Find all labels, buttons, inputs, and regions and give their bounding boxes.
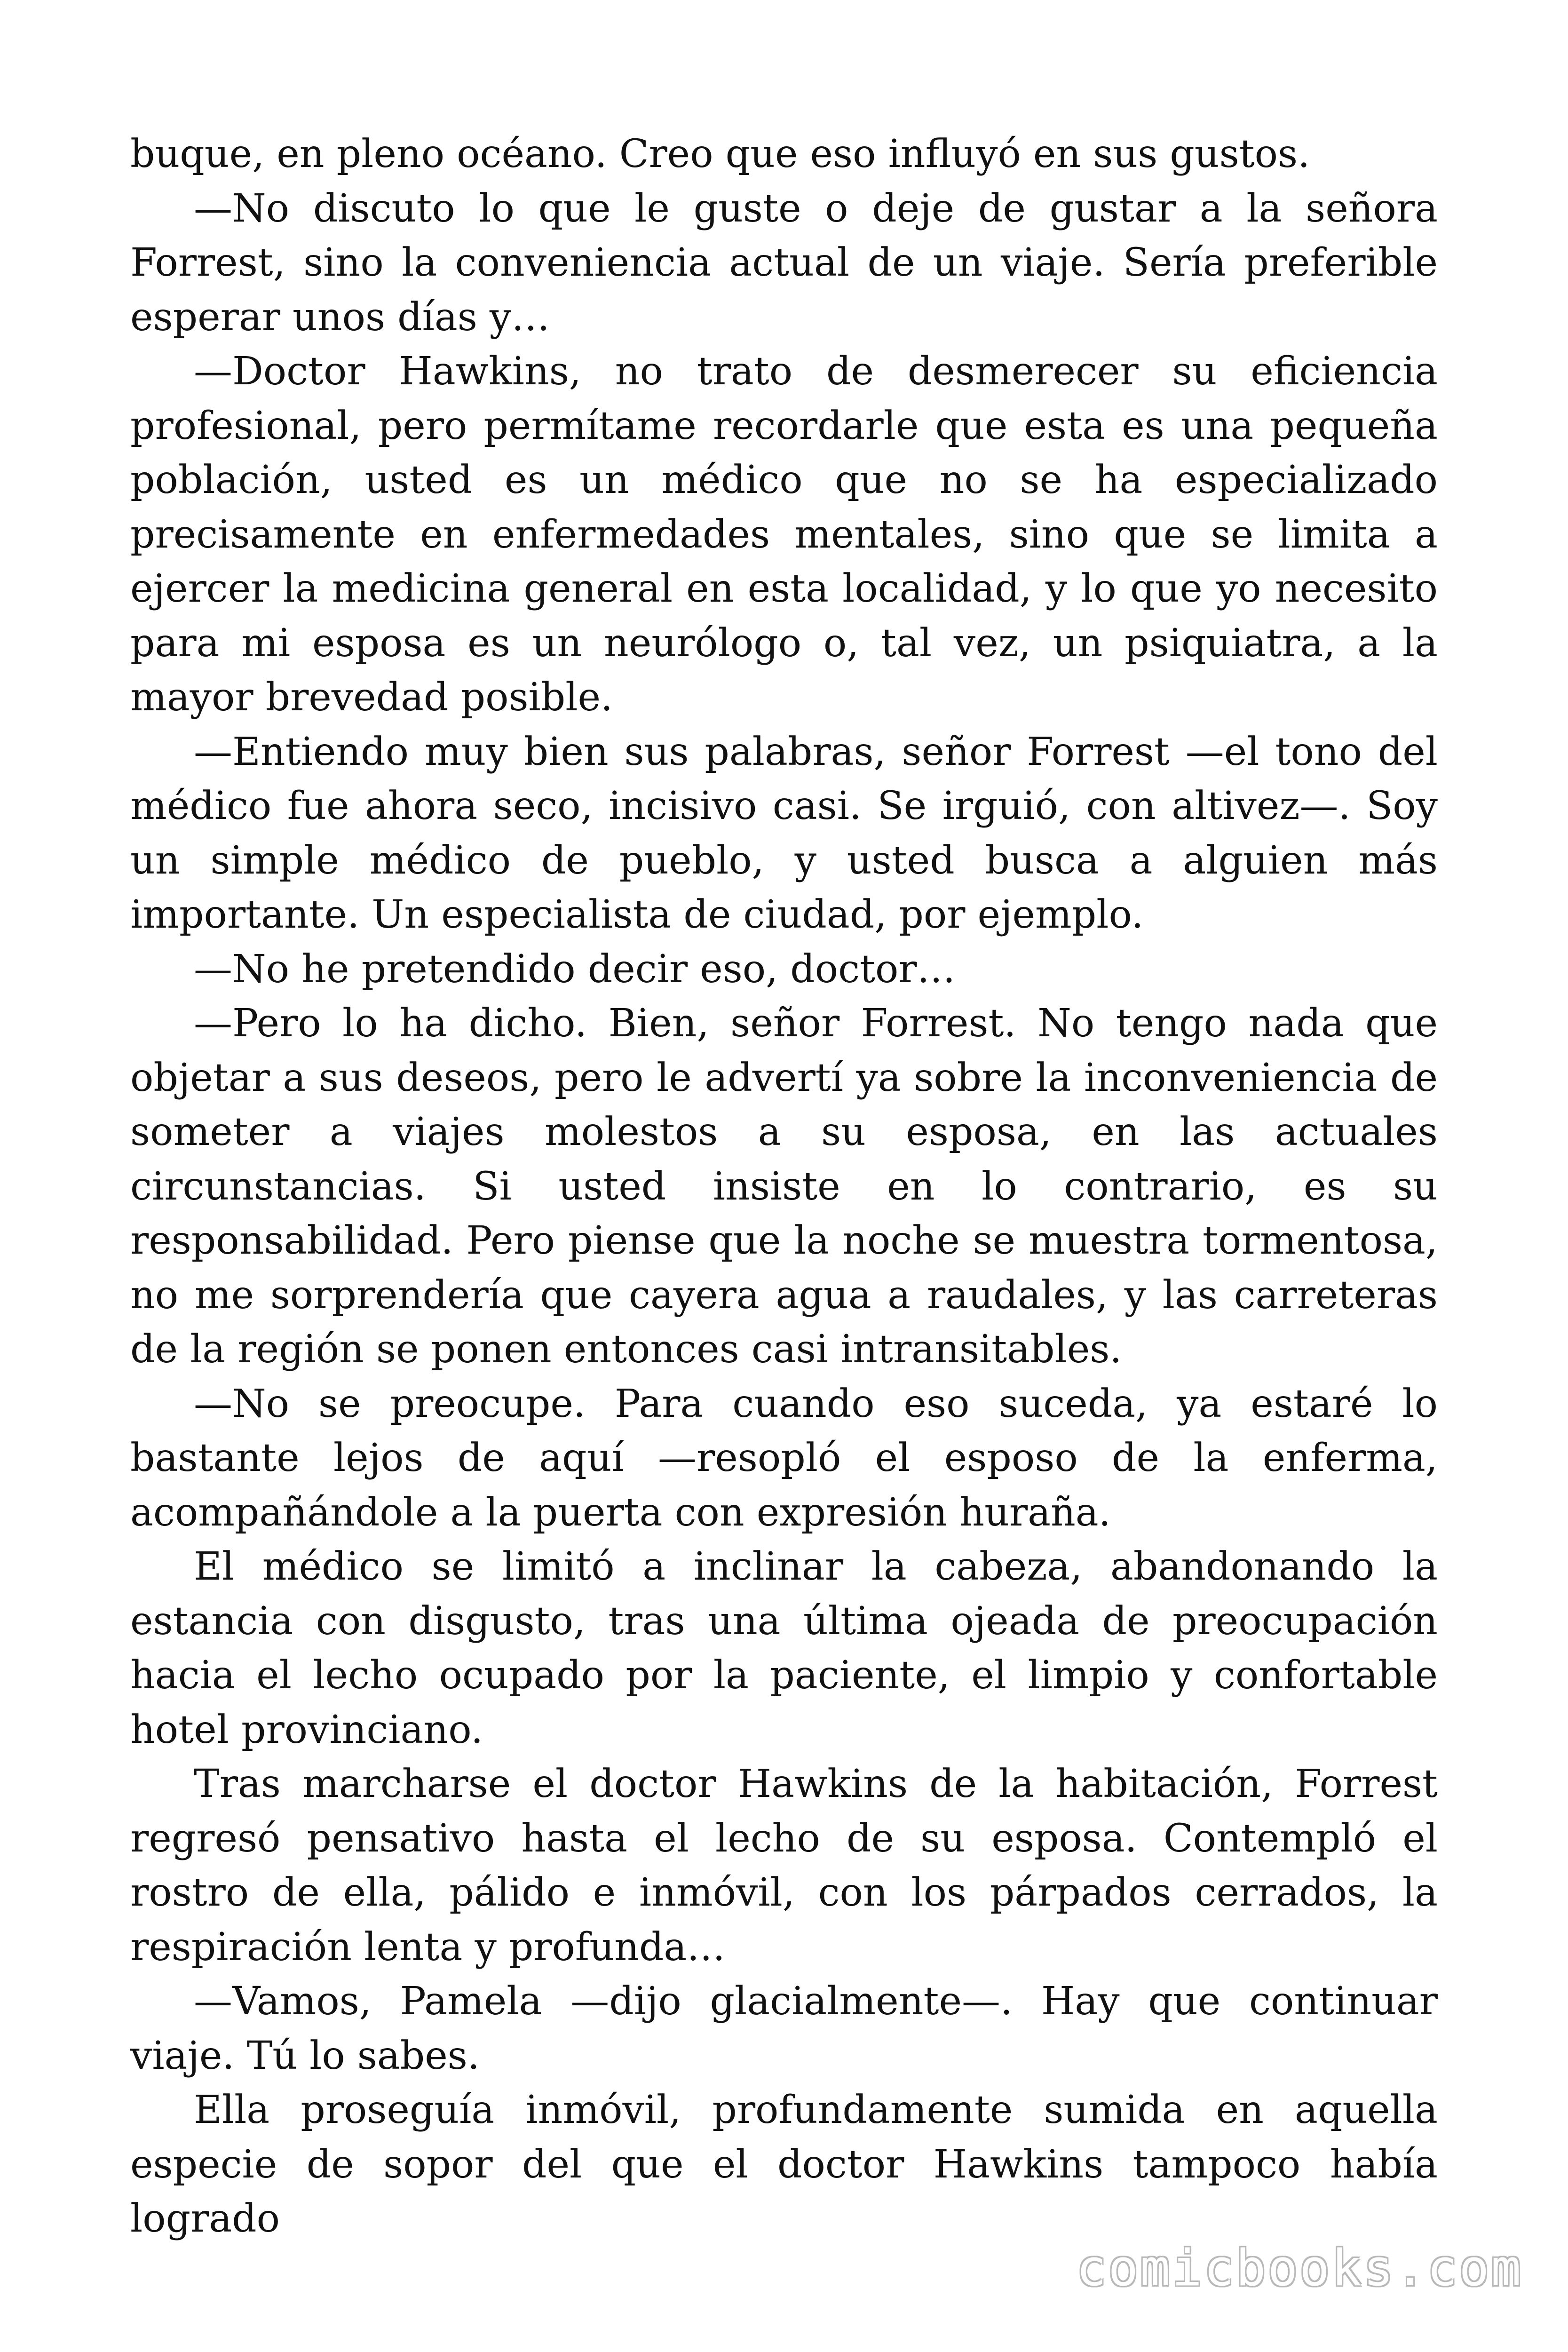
book-page-text [130, 127, 1438, 2246]
paragraph: —Doctor Hawkins, no trato de desmerecer su eficiencia profesional, pero permítame recordarle que esta es una pequeña población, usted es un médico que no se ha especializado precisamente en enfermedades mentales, sino que se limita a ejercer la medicina general en esta localidad, y lo que yo necesito para mi esposa es un neurólogo o, tal vez, un psiquiatra, a la mayor brevedad posible. [130, 349, 1438, 720]
paragraph: Tras marcharse el doctor Hawkins de la habitación, Forrest regresó pensativo hasta el lecho de su esposa. Contempló el rostro de ella, pálido e inmóvil, con los párpados cerrados, la respiración lenta y profunda… [130, 1762, 1438, 1970]
watermark: comicbooks.com [1076, 2239, 1523, 2297]
paragraph: —Vamos, Pamela —dijo glacialmente—. Hay que continuar viaje. Tú lo sabes. [130, 1979, 1438, 2078]
paragraph: Ella proseguía inmóvil, profundamente sumida en aquella especie de sopor del que el doctor Hawkins tampoco había logrado [130, 2088, 1438, 2241]
paragraph: buque, en pleno océano. Creo que eso influyó en sus gustos. [130, 132, 1310, 176]
paragraph: El médico se limitó a inclinar la cabeza, abandonando la estancia con disgusto, tras una última ojeada de preocupación hacia el lecho ocupado por la paciente, el limpio y confortable hotel provinciano. [130, 1544, 1438, 1752]
paragraph: —Pero lo ha dicho. Bien, señor Forrest. No tengo nada que objetar a sus deseos, pero le advertí ya sobre la inconveniencia de someter a viajes molestos a su esposa, en las actuales circunstancias. Si usted insiste en lo contrario, es su responsabilidad. Pero piense que la noche se muestra tormentosa, no me sorprendería que cayera agua a raudales, y las carreteras de la región se ponen entonces casi intransitables. [130, 1001, 1438, 1372]
paragraph: —No he pretendido decir eso, doctor… [194, 946, 956, 992]
paragraph: —No discuto lo que le guste o deje de gustar a la señora Forrest, sino la conveniencia actual de un viaje. Sería preferible esperar unos días y… [130, 186, 1438, 340]
paragraph: —No se preocupe. Para cuando eso suceda, ya estaré lo bastante lejos de aquí —resopló el esposo de la enferma, acompañándole a la puerta con expresión huraña. [130, 1381, 1438, 1535]
paragraph: —Entiendo muy bien sus palabras, señor Forrest —el tono del médico fue ahora seco, incisivo casi. Se irguió, con altivez—. Soy un simple médico de pueblo, y usted busca a alguien más importante. Un especialista de ciudad, por ejemplo. [130, 729, 1438, 937]
